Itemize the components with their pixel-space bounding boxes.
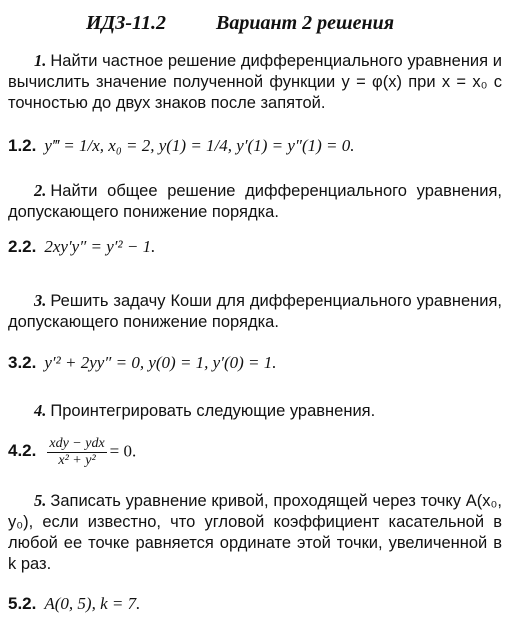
task-3-formula-label: 3.2.	[8, 353, 37, 372]
task-1-text: Найти частное решение дифференциального уравнения и вычислить значение полученной функции y = φ(x) при x = x₀ с точностью до двух знаков после запятой.	[8, 52, 502, 112]
task-5-formula	[8, 593, 140, 615]
task-2-number: 2.	[34, 181, 47, 200]
task-4-statement	[8, 400, 502, 422]
task-2-text: Найти общее решение дифференциального уравнения, допускающего понижение порядка.	[8, 182, 502, 221]
task-4-formula-label: 4.2.	[8, 441, 37, 461]
task-2-statement	[8, 180, 502, 223]
task-5-text: Записать уравнение кривой, проходящей через точку A(x₀, y₀), если известно, что угловой коэффициент касательной в любой ее точке равняется ординате этой точки, увеличенной в k раз.	[8, 492, 502, 573]
task-3-number: 3.	[34, 291, 47, 310]
task-2-formula-text: 2xy′y″ = y′² − 1.	[44, 237, 156, 256]
variant-title: Вариант 2 решения	[216, 12, 395, 34]
task-5-statement	[8, 490, 502, 575]
task-4-text: Проинтегрировать следующие уравнения.	[50, 402, 376, 420]
task-1-formula-label: 1.2.	[8, 136, 37, 155]
task-5-formula-label: 5.2.	[8, 594, 37, 613]
task-1-statement	[8, 50, 502, 114]
document-header	[0, 8, 516, 36]
task-3-formula-text: y′² + 2yy″ = 0, y(0) = 1, y′(0) = 1.	[44, 353, 277, 372]
fraction-denominator: x² + y²	[58, 453, 96, 468]
task-2-formula-label: 2.2.	[8, 237, 37, 256]
task-1-formula	[8, 135, 355, 157]
task-4-fraction	[47, 436, 106, 469]
task-1-formula-text: y‴ = 1/x, x₀ = 2, y(1) = 1/4, y′(1) = y″(1) = 0.	[44, 136, 355, 155]
task-4-number: 4.	[34, 401, 47, 420]
fraction-numerator: xdy − ydx	[49, 436, 105, 451]
task-1-number: 1.	[34, 51, 47, 70]
task-5-formula-text: A(0, 5), k = 7.	[44, 594, 141, 613]
task-3-text: Решить задачу Коши для дифференциального уравнения, допускающего понижение порядка.	[8, 292, 502, 331]
task-4-formula-tail: = 0.	[109, 441, 137, 461]
task-3-statement	[8, 290, 502, 333]
assignment-code: ИДЗ-11.2	[86, 12, 166, 34]
task-2-formula	[8, 236, 155, 258]
task-5-number: 5.	[34, 491, 47, 510]
task-3-formula	[8, 352, 276, 374]
task-4-formula	[8, 436, 136, 469]
